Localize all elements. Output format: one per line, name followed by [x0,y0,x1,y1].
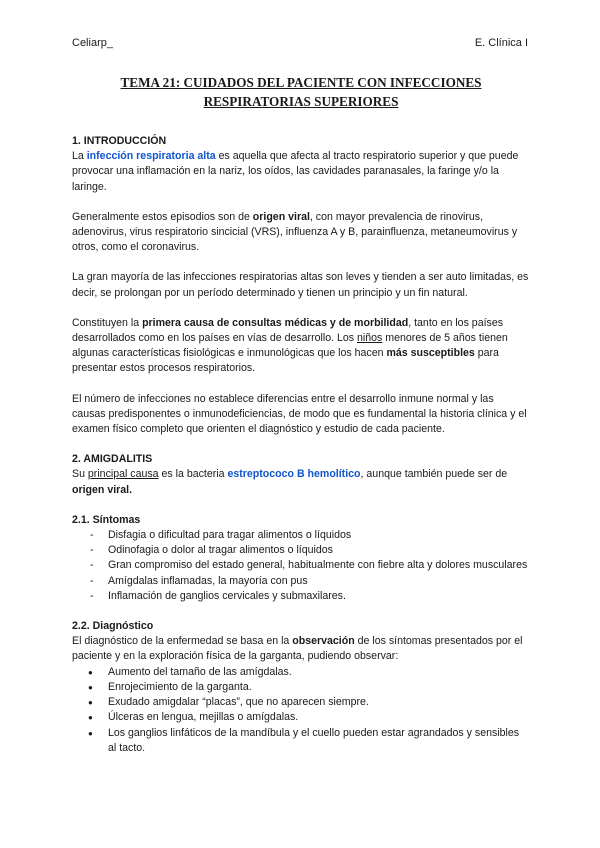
paragraph: Constituyen la primera causa de consultas médicas y de morbilidad, tanto en los países desarrollados como en los países en vías de desarrollo. Los niños menores de 5 años tienen algunas características fisiológicas e inmunológicas que los hacen más susceptibles para presentar estos procesos respiratorios. [72,316,508,375]
header-course: E. Clínica I [474,37,528,49]
subsection-heading-diagnostico: 2.2. Diagnóstico [72,620,154,633]
list-item: ● Úlceras en lengua, mejillas o amígdalas. [72,710,530,725]
title-line-1: TEMA 21: CUIDADOS DEL PACIENTE CON INFECCIONES [120,75,482,90]
bold-term: más susceptibles [386,347,475,360]
paragraph: La gran mayoría de las infecciones respiratorias altas son leves y tienden a ser auto limitadas, es decir, se prolongan por un período determinado y tienen un principio y un fin natural. [72,271,529,299]
title-line-2: RESPIRATORIAS SUPERIORES [203,94,399,109]
header-author: Celiarp_ [72,37,113,49]
sintomas-list [72,528,530,604]
list-item: - Odinofagia o dolor al tragar alimentos o líquidos [72,543,530,558]
bold-term: observación [292,635,355,648]
document-title [72,73,530,111]
bold-term: primera causa de consultas médicas y de morbilidad [142,316,409,329]
highlighted-term: estreptococo B hemolítico [227,468,361,481]
bold-term: origen viral [72,483,130,496]
list-item: - Disfagia o dificultad para tragar alimentos o líquidos [72,528,530,543]
list-item: ● Aumento del tamaño de las amígdalas. [72,665,530,680]
paragraph: Su principal causa es la bacteria estreptococo B hemolítico, aunque también puede ser de origen viral. [72,468,508,496]
highlighted-term: infección respiratoria alta [86,150,216,163]
section-heading-introduccion: 1. INTRODUCCIÓN [72,135,167,147]
diagnostico-list [72,665,530,756]
list-item: - Gran compromiso del estado general, habitualmente con fiebre alta y dolores musculares [72,558,530,573]
underlined-term: niños [357,332,383,345]
list-item: - Amígdalas inflamadas, la mayoría con pus [72,574,530,589]
list-item: - Inflamación de ganglios cervicales y submaxilares. [72,589,530,604]
list-item: ● Los ganglios linfáticos de la mandíbula y el cuello pueden estar agrandados y sensibles al tacto. [72,726,530,756]
paragraph: El número de infecciones no establece diferencias entre el desarrollo inmune normal y las causas predisponentes o inmunodeficiencias, de modo que es fundamental la historia clínica y el examen físico completo que orienten el diagnóstico y estudio de cada paciente. [72,392,527,436]
underlined-term: principal causa [87,468,159,481]
subsection-heading-sintomas: 2.1. Síntomas [72,513,141,526]
list-item: ● Exudado amigdalar “placas”, que no aparecen siempre. [72,695,530,710]
paragraph: Generalmente estos episodios son de origen viral, con mayor prevalencia de rinovirus, adenovirus, virus respiratorio sincicial (VRS), influenza A y B, parainfluenza, metaneumovirus y otros, como el coronavirus. [72,210,518,254]
list-item: ● Enrojecimiento de la garganta. [72,680,530,695]
bold-term: origen viral [252,210,310,223]
section-heading-amigdalitis: 2. AMIGDALITIS [72,453,153,466]
document-body [72,73,530,756]
paragraph: El diagnóstico de la enfermedad se basa en la observación de los síntomas presentados por el paciente y en la exploración física de la garganta, pudiendo observar: [72,635,523,663]
paragraph: La infección respiratoria alta es aquella que afecta al tracto respiratorio superior y que puede provocar una inflamación en la nariz, los oídos, las cavidades paranasales, la faringe y/o la laringe. [72,150,519,193]
